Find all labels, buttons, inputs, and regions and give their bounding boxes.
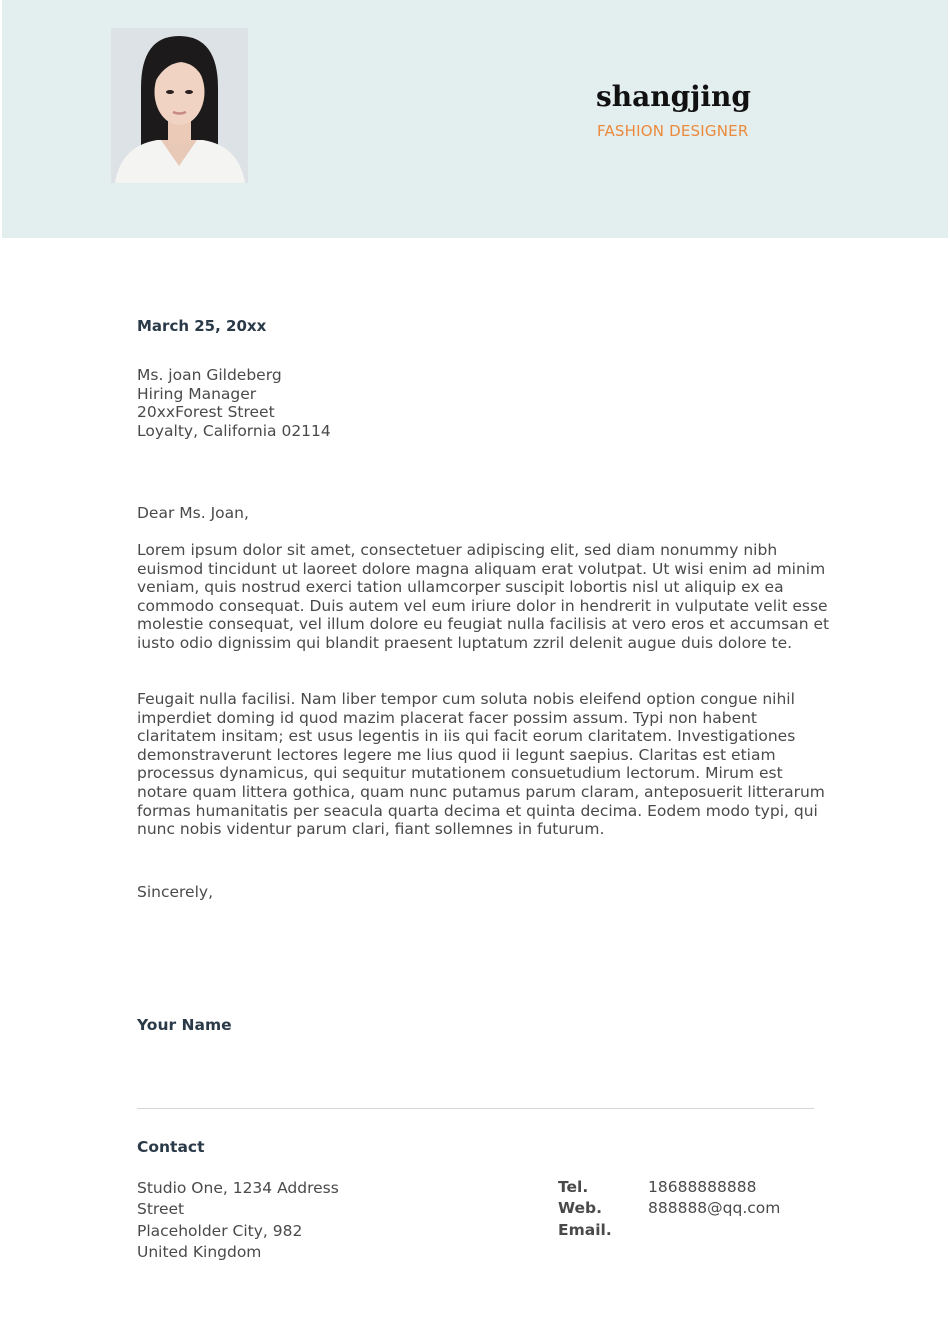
salutation: Dear Ms. Joan, [137,504,249,522]
address-line: Placeholder City, 982 [137,1221,303,1240]
divider [137,1108,814,1109]
body-paragraph: Lorem ipsum dolor sit amet, consectetuer adipiscing elit, sed diam nonummy nibh euismod tincidunt ut laoreet dolore magna aliquam erat volutpat. Ut wisi enim ad minim veniam, quis nostrud exerci tation ullamcorper suscipit lobortis nisl ut aliquip ex ea commodo consequat. Duis autem vel eum iriure dolor in hendrerit in vulputate velit esse molestie consequat, vel illum dolore eu feugiat nulla facilisis at vero eros et accumsan et iusto odio dignissim qui blandit praesent luptatum zzril delenit augue duis dolore te. [137,541,830,652]
recipient-line: 20xxForest Street [137,403,275,422]
email-label: Email. [558,1221,612,1239]
tel-label: Tel. [558,1178,589,1196]
address-line: Street [137,1200,185,1219]
closing: Sincerely, [137,883,214,901]
letter-date: March 25, 20xx [137,317,267,335]
signature-name: Your Name [137,1016,232,1034]
body-paragraph: Feugait nulla facilisi. Nam liber tempor cum soluta nobis eleifend option congue nihil imperdiet doming id quod mazim placerat facer possim assum. Typi non habent claritatem insitam; est usus legentis in iis qui facit eorum claritatem. Investigationes demonstraverunt lectores legere me lius quod ii legunt saepius. Claritas est etiam processus dynamicus, qui sequitur mutationem consuetudium lectorum. Mirum est notare quam littera gothica, quam nunc putamus parum claram, anteposuerit litterarum formas humanitatis per seacula quarta decima et quinta decima. Eodem modo typi, qui nunc nobis videntur parum clari, fiant sollemnes in futurum. [137,690,825,839]
recipient-line: Ms. joan Gildeberg [137,366,282,384]
applicant-name: shangjing [596,80,751,113]
contact-heading: Contact [137,1138,205,1156]
contact-address [137,1178,339,1264]
web-value: 888888@qq.com [648,1199,781,1217]
web-label: Web. [558,1199,603,1217]
address-line: United Kingdom [137,1243,262,1262]
recipient-block [137,366,331,440]
profile-photo [111,28,248,183]
header-banner [2,0,948,238]
recipient-line: Hiring Manager [137,384,257,403]
recipient-line: Loyalty, California 02114 [137,421,331,440]
tel-value: 18688888888 [648,1178,757,1196]
portrait-illustration [111,28,248,183]
address-line: Studio One, 1234 Address [137,1179,339,1197]
job-title: FASHION DESIGNER [597,122,749,140]
